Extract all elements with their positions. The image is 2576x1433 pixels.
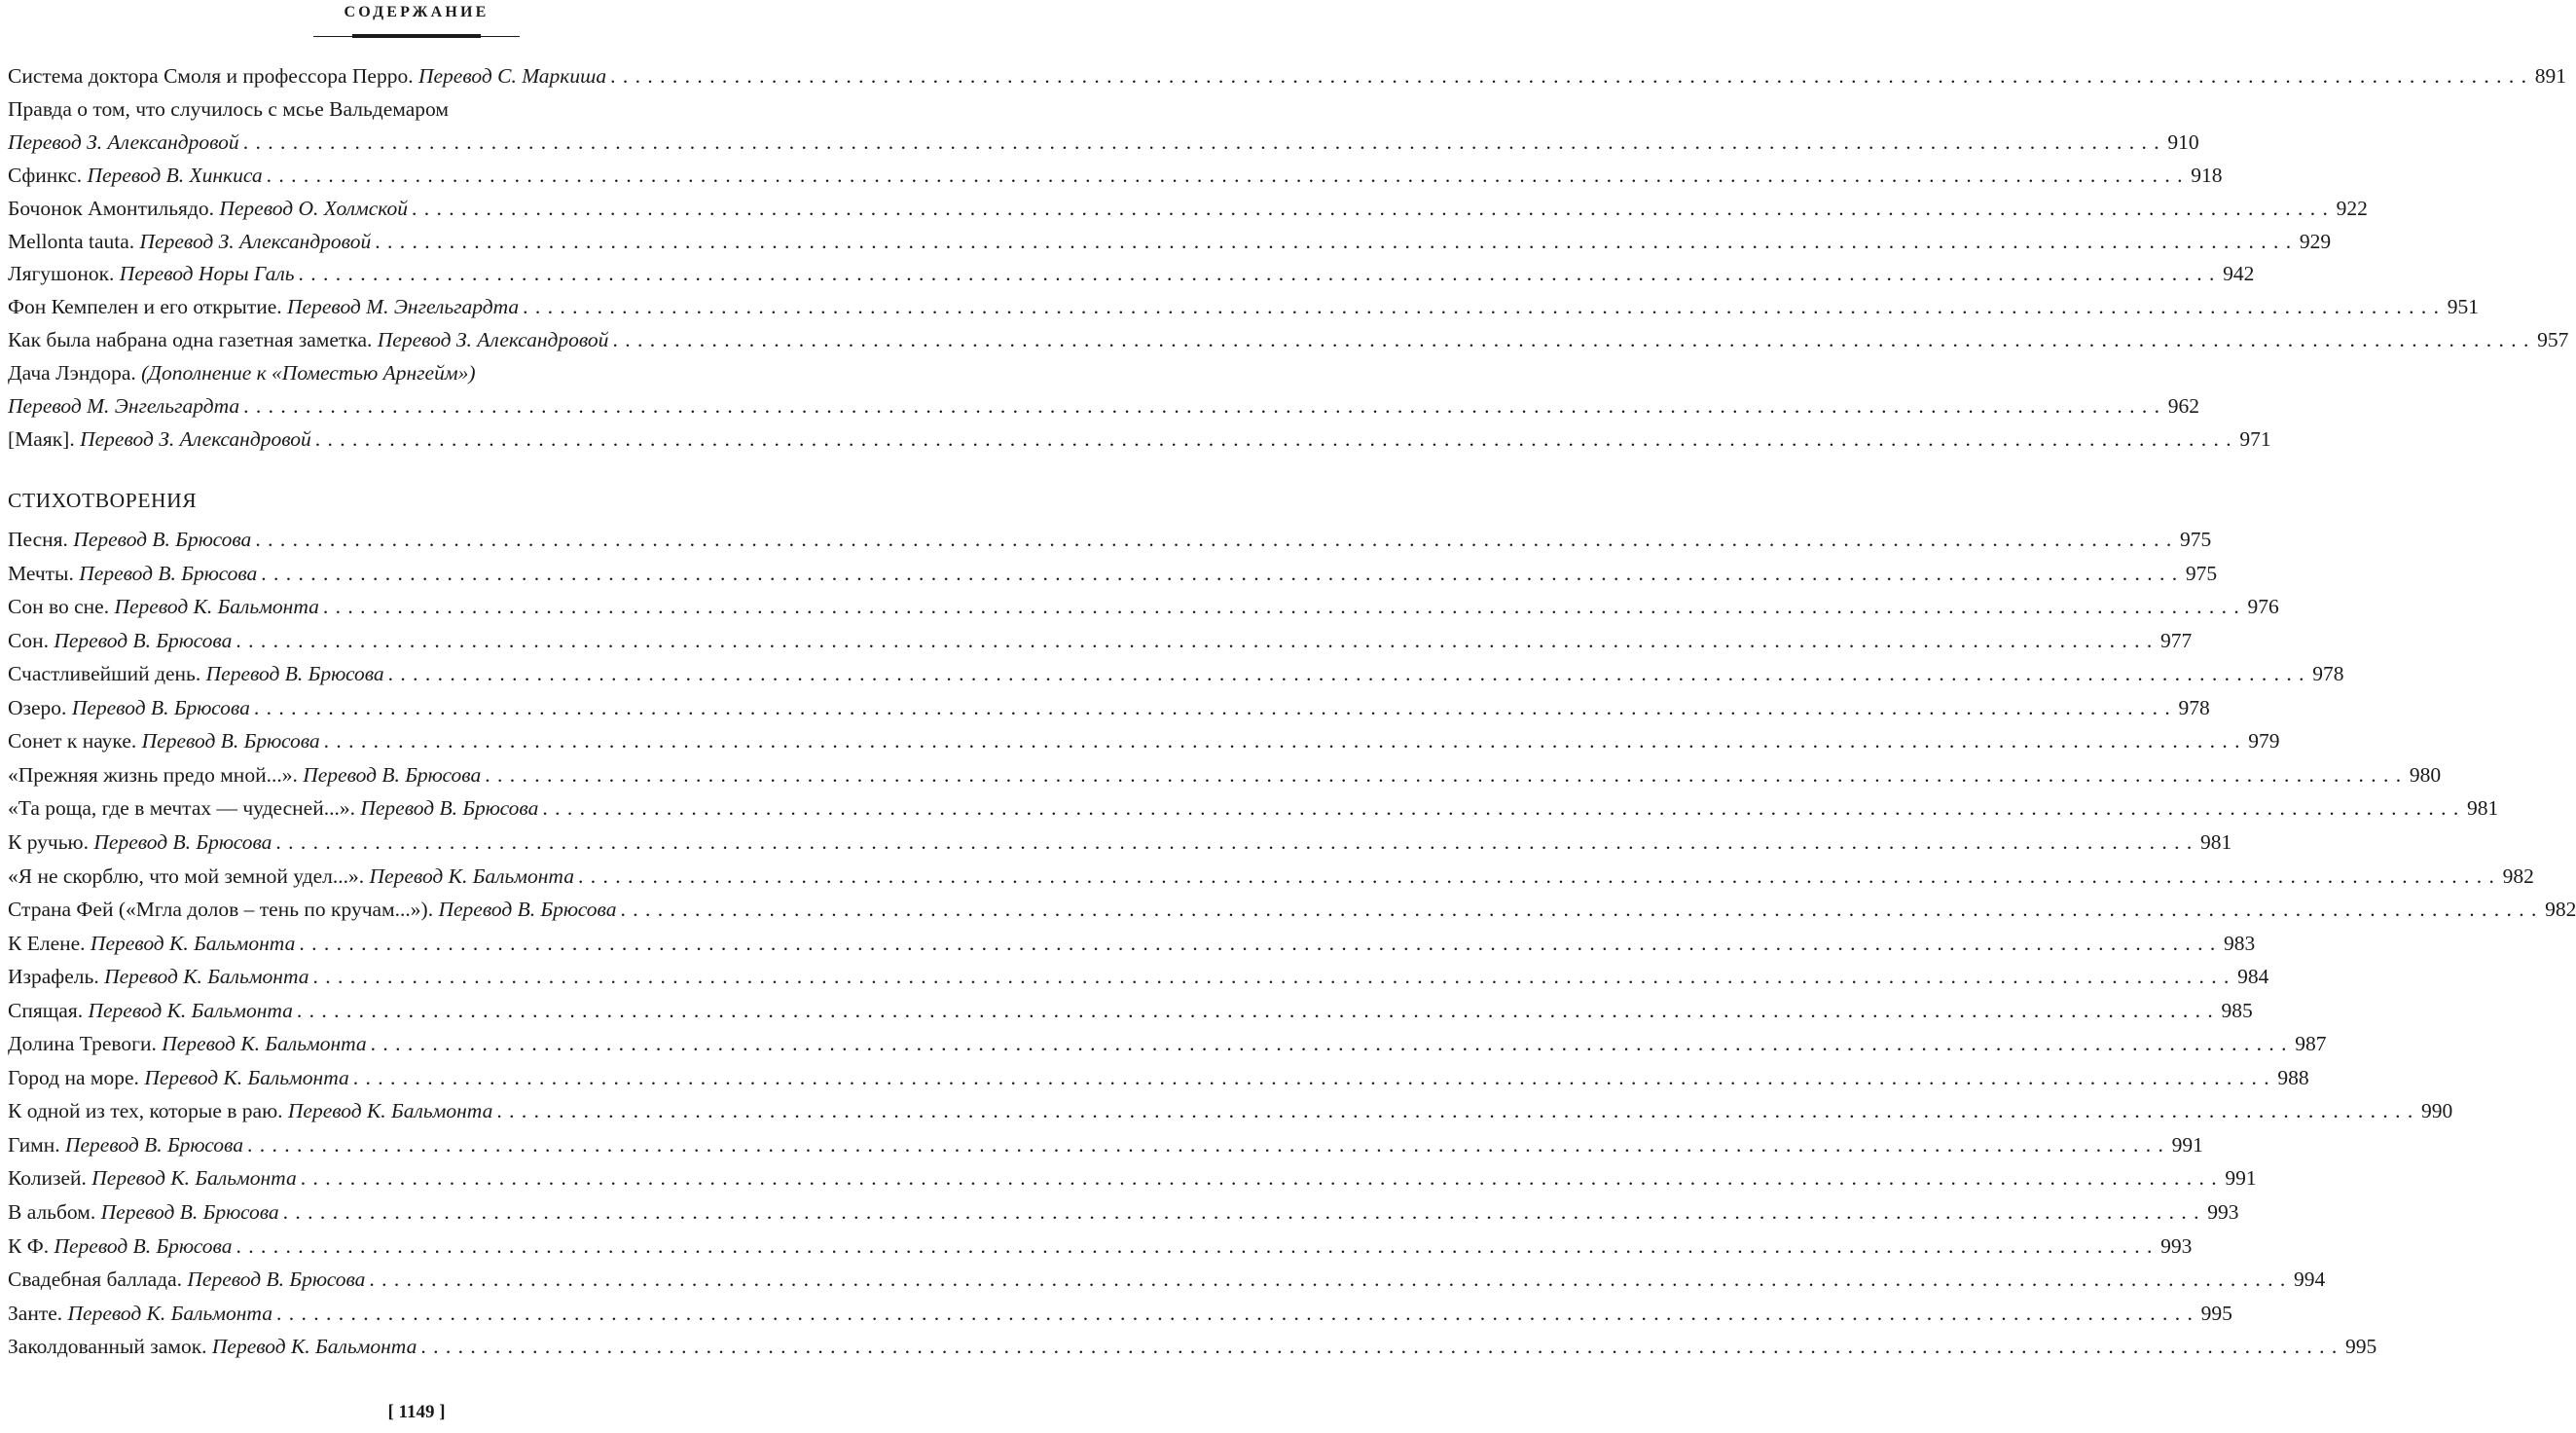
dot-leader [612, 328, 2529, 352]
toc-entry-page: 995 [2200, 1301, 2232, 1325]
dot-leader [323, 595, 2240, 619]
toc-entry-text [8, 64, 606, 89]
toc-entry-text [8, 1234, 232, 1259]
toc-entry-translator: Перевод В. Брюсова [64, 1132, 243, 1157]
toc-entry-translator: Перевод К. Бальмонта [144, 1065, 349, 1089]
toc-entry [8, 662, 2344, 695]
toc-entry-translator: Перевод В. Брюсова [79, 561, 258, 585]
dot-leader [267, 164, 2184, 188]
toc-entry-page: 981 [2466, 796, 2499, 821]
dot-leader [275, 830, 2193, 855]
toc-entry-page: 962 [2167, 394, 2199, 418]
toc-entry-title: Mellonta tauta. [8, 229, 140, 253]
toc-entry-title: Город на море. [8, 1065, 145, 1089]
toc-entry-translator: Перевод В. Брюсова [141, 729, 320, 753]
toc-entry-page: 910 [2167, 129, 2199, 154]
toc-entry [8, 796, 2499, 829]
toc-entry-text [8, 197, 408, 221]
toc-entry-page: 971 [2239, 426, 2271, 451]
dot-leader [388, 662, 2305, 686]
toc-entry-title: Дача Лэндора. [8, 361, 142, 386]
dot-leader [254, 696, 2171, 720]
toc-entry-translator: Перевод К. Бальмонта [287, 1099, 493, 1123]
toc-entry-text [8, 796, 538, 821]
toc-entry-page: 990 [2420, 1099, 2453, 1123]
toc-entry [8, 931, 2256, 965]
toc-entry-text [8, 528, 251, 552]
toc-entry-page: 942 [2223, 262, 2255, 286]
dot-leader [261, 562, 2178, 586]
toc-entry [8, 528, 2212, 561]
toc-entry-title: Песня. [8, 528, 74, 551]
dot-leader [578, 864, 2495, 889]
toc-entry-translator: Перевод К. Бальмонта [88, 998, 293, 1022]
dot-leader [247, 1133, 2164, 1157]
toc-entry [8, 361, 830, 394]
toc-entry-page: 978 [2178, 695, 2210, 719]
toc-entry-title: Лягушонок. [8, 262, 120, 286]
toc-entry-title: Сон во сне. [8, 595, 115, 619]
toc-entry-title: Колизей. [8, 1166, 92, 1191]
toc-entry [8, 1335, 2377, 1368]
toc-entry-page: 975 [2179, 528, 2212, 551]
toc-entry-text [8, 230, 371, 254]
toc-entry [8, 561, 2218, 595]
toc-entry-text [8, 164, 263, 188]
toc-entry-text [8, 1032, 367, 1056]
toc-entry [8, 97, 830, 130]
toc-entry-text [8, 729, 320, 753]
toc-entry-page: 976 [2247, 595, 2279, 619]
toc-entry-title: К ручью. [8, 829, 94, 854]
toc-entry-text [8, 1066, 349, 1090]
toc-entry-text [8, 262, 295, 286]
toc-entry-translator: Перевод В. Брюсова [54, 628, 233, 652]
page-number: [ 1149 ] [387, 1402, 446, 1422]
toc-entry-page: 985 [2221, 998, 2253, 1022]
toc-entry-translator: Перевод К. Бальмонта [67, 1301, 272, 1325]
toc-entry-translator: Перевод С. Маркиша [417, 64, 607, 88]
toc-entry-page: 957 [2537, 328, 2569, 352]
toc-entry [8, 295, 2480, 328]
toc-entry [8, 262, 2255, 295]
toc-entry-page: 993 [2207, 1200, 2239, 1224]
dot-leader [243, 394, 2160, 419]
dot-leader [620, 898, 2537, 922]
toc-entry-title: Сонет к науке. [8, 729, 142, 753]
toc-entry-translator: Перевод В. Брюсова [187, 1268, 366, 1292]
toc-entry-translator: Перевод К. Бальмонта [90, 931, 296, 955]
toc-entry-translator: Перевод В. Брюсова [71, 695, 250, 719]
toc-entry-title: Как была набрана одна газетная заметка. [8, 328, 378, 352]
dot-leader [301, 1166, 2218, 1191]
toc-entry-page: 991 [2225, 1166, 2257, 1191]
toc-entry-translator: Перевод В. Брюсова [205, 662, 384, 686]
toc-entry [8, 1065, 2309, 1099]
toc-entry-text [8, 864, 574, 889]
toc-entry-text [8, 932, 295, 956]
toc-entry-translator: Перевод К. Бальмонта [162, 1032, 367, 1056]
dot-leader [496, 1099, 2413, 1123]
toc-entry [8, 628, 2193, 662]
toc-entry [8, 1166, 2257, 1199]
toc-entry-title: «Прежняя жизнь предо мной...». [8, 762, 304, 787]
dot-leader [610, 64, 2527, 89]
toc-entry-text [8, 130, 239, 155]
toc-entry-text [8, 427, 311, 452]
toc-entry-translator: Перевод О. Холмской [219, 196, 409, 220]
toc-entry-text [8, 361, 475, 386]
dot-leader [315, 427, 2232, 452]
toc-entry-translator: Перевод М. Энгельгардта [287, 295, 520, 319]
toc-entry-translator: Перевод В. Хинкиса [87, 163, 263, 187]
toc-entry-text [8, 763, 481, 788]
dot-leader [299, 262, 2216, 286]
toc-entry-title: Свадебная баллада. [8, 1268, 188, 1292]
dot-leader [276, 1302, 2194, 1326]
toc-entry-title: Фон Кемпелен и его открытие. [8, 295, 288, 319]
toc-entry-translator: Перевод В. Брюсова [438, 898, 617, 922]
toc-entry [8, 426, 2271, 460]
toc-entry [8, 394, 2199, 427]
toc-entry-text [8, 1335, 417, 1359]
toc-entry-translator: Перевод В. Брюсова [360, 796, 539, 821]
toc-entry-translator: Перевод В. Брюсова [303, 762, 482, 787]
toc-entry-title: В альбом. [8, 1200, 101, 1224]
toc-entry [8, 729, 2280, 762]
toc-entry-text [8, 1268, 365, 1292]
toc-entry [8, 163, 2223, 197]
toc-entry [8, 1233, 2193, 1268]
toc-entry-title: Гимн. [8, 1132, 65, 1157]
toc-entry-page: 977 [2160, 628, 2193, 652]
toc-entry-title: Правда о том, что случилось с мсье Вальдемаром [8, 96, 449, 121]
toc-entry-title: Занте. [8, 1301, 68, 1325]
toc-entry-page: 991 [2171, 1132, 2203, 1157]
toc-entry-text [8, 595, 319, 619]
toc-entry-page: 922 [2336, 196, 2368, 220]
toc-entry [8, 64, 2566, 97]
toc-entry-title: Израфель. [8, 965, 105, 989]
dot-leader [299, 932, 2216, 956]
dot-leader [371, 1032, 2288, 1056]
toc-entry [8, 595, 2279, 628]
dot-leader [324, 729, 2241, 753]
dot-leader [353, 1066, 2270, 1090]
toc-entry-page: 995 [2344, 1335, 2377, 1359]
toc-entry-title: Счастливейший день. [8, 662, 206, 686]
toc-entry-translator: Перевод В. Брюсова [73, 528, 252, 551]
toc-entry-translator: Перевод З. Александровой [377, 328, 609, 352]
toc-entry-text [8, 562, 257, 586]
toc-entry-text [8, 394, 239, 419]
toc-entry [8, 695, 2210, 729]
toc-entry [8, 1301, 2232, 1335]
toc-entry-page: 978 [2312, 662, 2344, 686]
toc-entry-title: К Елене. [8, 931, 91, 955]
running-head: СОДЕРЖАНИЕ [344, 4, 490, 20]
toc-entry-page: 918 [2191, 163, 2223, 187]
toc-entry-text [8, 295, 519, 319]
dot-leader [243, 130, 2160, 155]
toc-entry-page: 984 [2237, 965, 2269, 989]
toc-entry [8, 1099, 2453, 1132]
toc-entry-title: [Маяк]. [8, 426, 81, 451]
toc-entry-title: К Ф. [8, 1233, 54, 1258]
toc-entry-translator: Перевод К. Бальмонта [91, 1166, 297, 1191]
dot-leader [420, 1335, 2338, 1359]
toc-entry-page: 980 [2409, 762, 2442, 787]
toc-entry [8, 1132, 2203, 1166]
dot-leader [313, 965, 2231, 989]
toc-entry-page: 988 [2277, 1065, 2309, 1089]
toc-entry-translator: Перевод К. Бальмонта [211, 1335, 417, 1359]
toc-entry-page: 987 [2295, 1032, 2327, 1056]
toc-entry-page: 975 [2185, 561, 2218, 585]
toc-entry [8, 863, 2534, 898]
toc-entry-text [8, 629, 232, 653]
toc-entry-title: Сон. [8, 628, 54, 652]
toc-entry [8, 196, 2368, 230]
toc-entry-title: Озеро. [8, 695, 72, 719]
toc-entry [8, 898, 2576, 931]
toc-entry [8, 762, 2442, 796]
toc-entry-translator: (Дополнение к «Поместью Арнгейм») [141, 361, 476, 386]
toc-entry-translator: Перевод К. Бальмонта [104, 965, 309, 989]
toc-entry-page: 951 [2447, 295, 2480, 319]
toc-entry-translator: Перевод В. Брюсова [93, 829, 272, 854]
toc-entry-page: 982 [2502, 863, 2534, 888]
toc-entry [8, 1268, 2326, 1301]
toc-entry-page: 994 [2294, 1268, 2326, 1292]
toc-entry-title: Спящая. [8, 998, 89, 1022]
toc-entry-text [8, 1166, 297, 1191]
dot-leader [255, 528, 2172, 552]
toc-entry-translator: Перевод В. Брюсова [54, 1233, 233, 1258]
toc-entry-title: Сфинкс. [8, 163, 88, 187]
toc-entry-text [8, 1200, 279, 1225]
toc-entry-title: Страна Фей («Мгла долов – тень по кручам...»). [8, 898, 439, 922]
toc-entry-text [8, 696, 250, 720]
toc-entry-text [8, 999, 293, 1023]
toc-entry [8, 965, 2269, 998]
toc-entry-translator: Перевод К. Бальмонта [114, 595, 319, 619]
dot-leader [523, 295, 2440, 319]
dot-leader [375, 230, 2292, 254]
toc-entry-text [8, 97, 449, 122]
toc-entry [8, 829, 2232, 863]
toc-entry [8, 129, 2199, 164]
dot-leader [283, 1200, 2200, 1225]
toc-entry [8, 229, 2332, 263]
toc-entry-title: «Я не скорблю, что мой земной удел...». [8, 863, 370, 888]
toc-entry-text [8, 830, 272, 855]
toc-entry-translator: Перевод З. Александровой [8, 129, 239, 154]
toc-entry-text [8, 965, 309, 989]
toc-entry-title: Система доктора Смоля и профессора Перро. [8, 64, 418, 88]
toc-entry-text [8, 1302, 272, 1326]
toc-entry [8, 1032, 2327, 1065]
section-heading-poems: СТИХОТВОРЕНИЯ [8, 489, 198, 512]
toc-entry-translator: Перевод М. Энгельгардта [8, 394, 240, 418]
toc-entry-text [8, 662, 384, 686]
dot-leader [297, 999, 2214, 1023]
toc-entry-page: 993 [2160, 1233, 2193, 1258]
toc-entry-text [8, 898, 616, 922]
toc-entry-title: К одной из тех, которые в раю. [8, 1099, 288, 1123]
toc-entry-page: 982 [2545, 898, 2576, 922]
toc-entry-title: Долина Тревоги. [8, 1032, 163, 1056]
toc-entry [8, 1200, 2239, 1233]
dot-leader [236, 629, 2153, 653]
toc-entry-title: Заколдованный замок. [8, 1335, 212, 1359]
dot-leader [485, 763, 2402, 788]
header-rule-accent [352, 34, 481, 38]
toc-entry-title: Бочонок Амонтильядо. [8, 196, 220, 220]
toc-entry-text [8, 328, 608, 352]
dot-leader [412, 197, 2329, 221]
toc-entry-translator: Перевод З. Александровой [139, 229, 372, 253]
toc-entry-page: 891 [2534, 64, 2566, 88]
toc-entry-title: Мечты. [8, 561, 80, 585]
toc-entry-translator: Перевод Норы Галь [119, 262, 295, 286]
toc-entry-translator: Перевод В. Брюсова [100, 1200, 279, 1224]
toc-entry-page: 929 [2299, 229, 2332, 253]
dot-leader [542, 796, 2459, 821]
dot-leader [236, 1234, 2153, 1259]
toc-entry-translator: Перевод З. Александровой [80, 426, 311, 451]
toc-entry-text [8, 1099, 492, 1123]
toc-entry [8, 998, 2253, 1032]
toc-entry [8, 328, 2569, 361]
toc-entry-page: 981 [2200, 829, 2232, 854]
dot-leader [369, 1268, 2286, 1292]
toc-entry-page: 979 [2248, 729, 2280, 753]
toc-entry-page: 983 [2223, 931, 2256, 955]
toc-entry-title: «Та роща, где в мечтах — чудесней...». [8, 796, 361, 821]
toc-entry-translator: Перевод К. Бальмонта [369, 863, 574, 888]
toc-entry-text [8, 1133, 243, 1157]
